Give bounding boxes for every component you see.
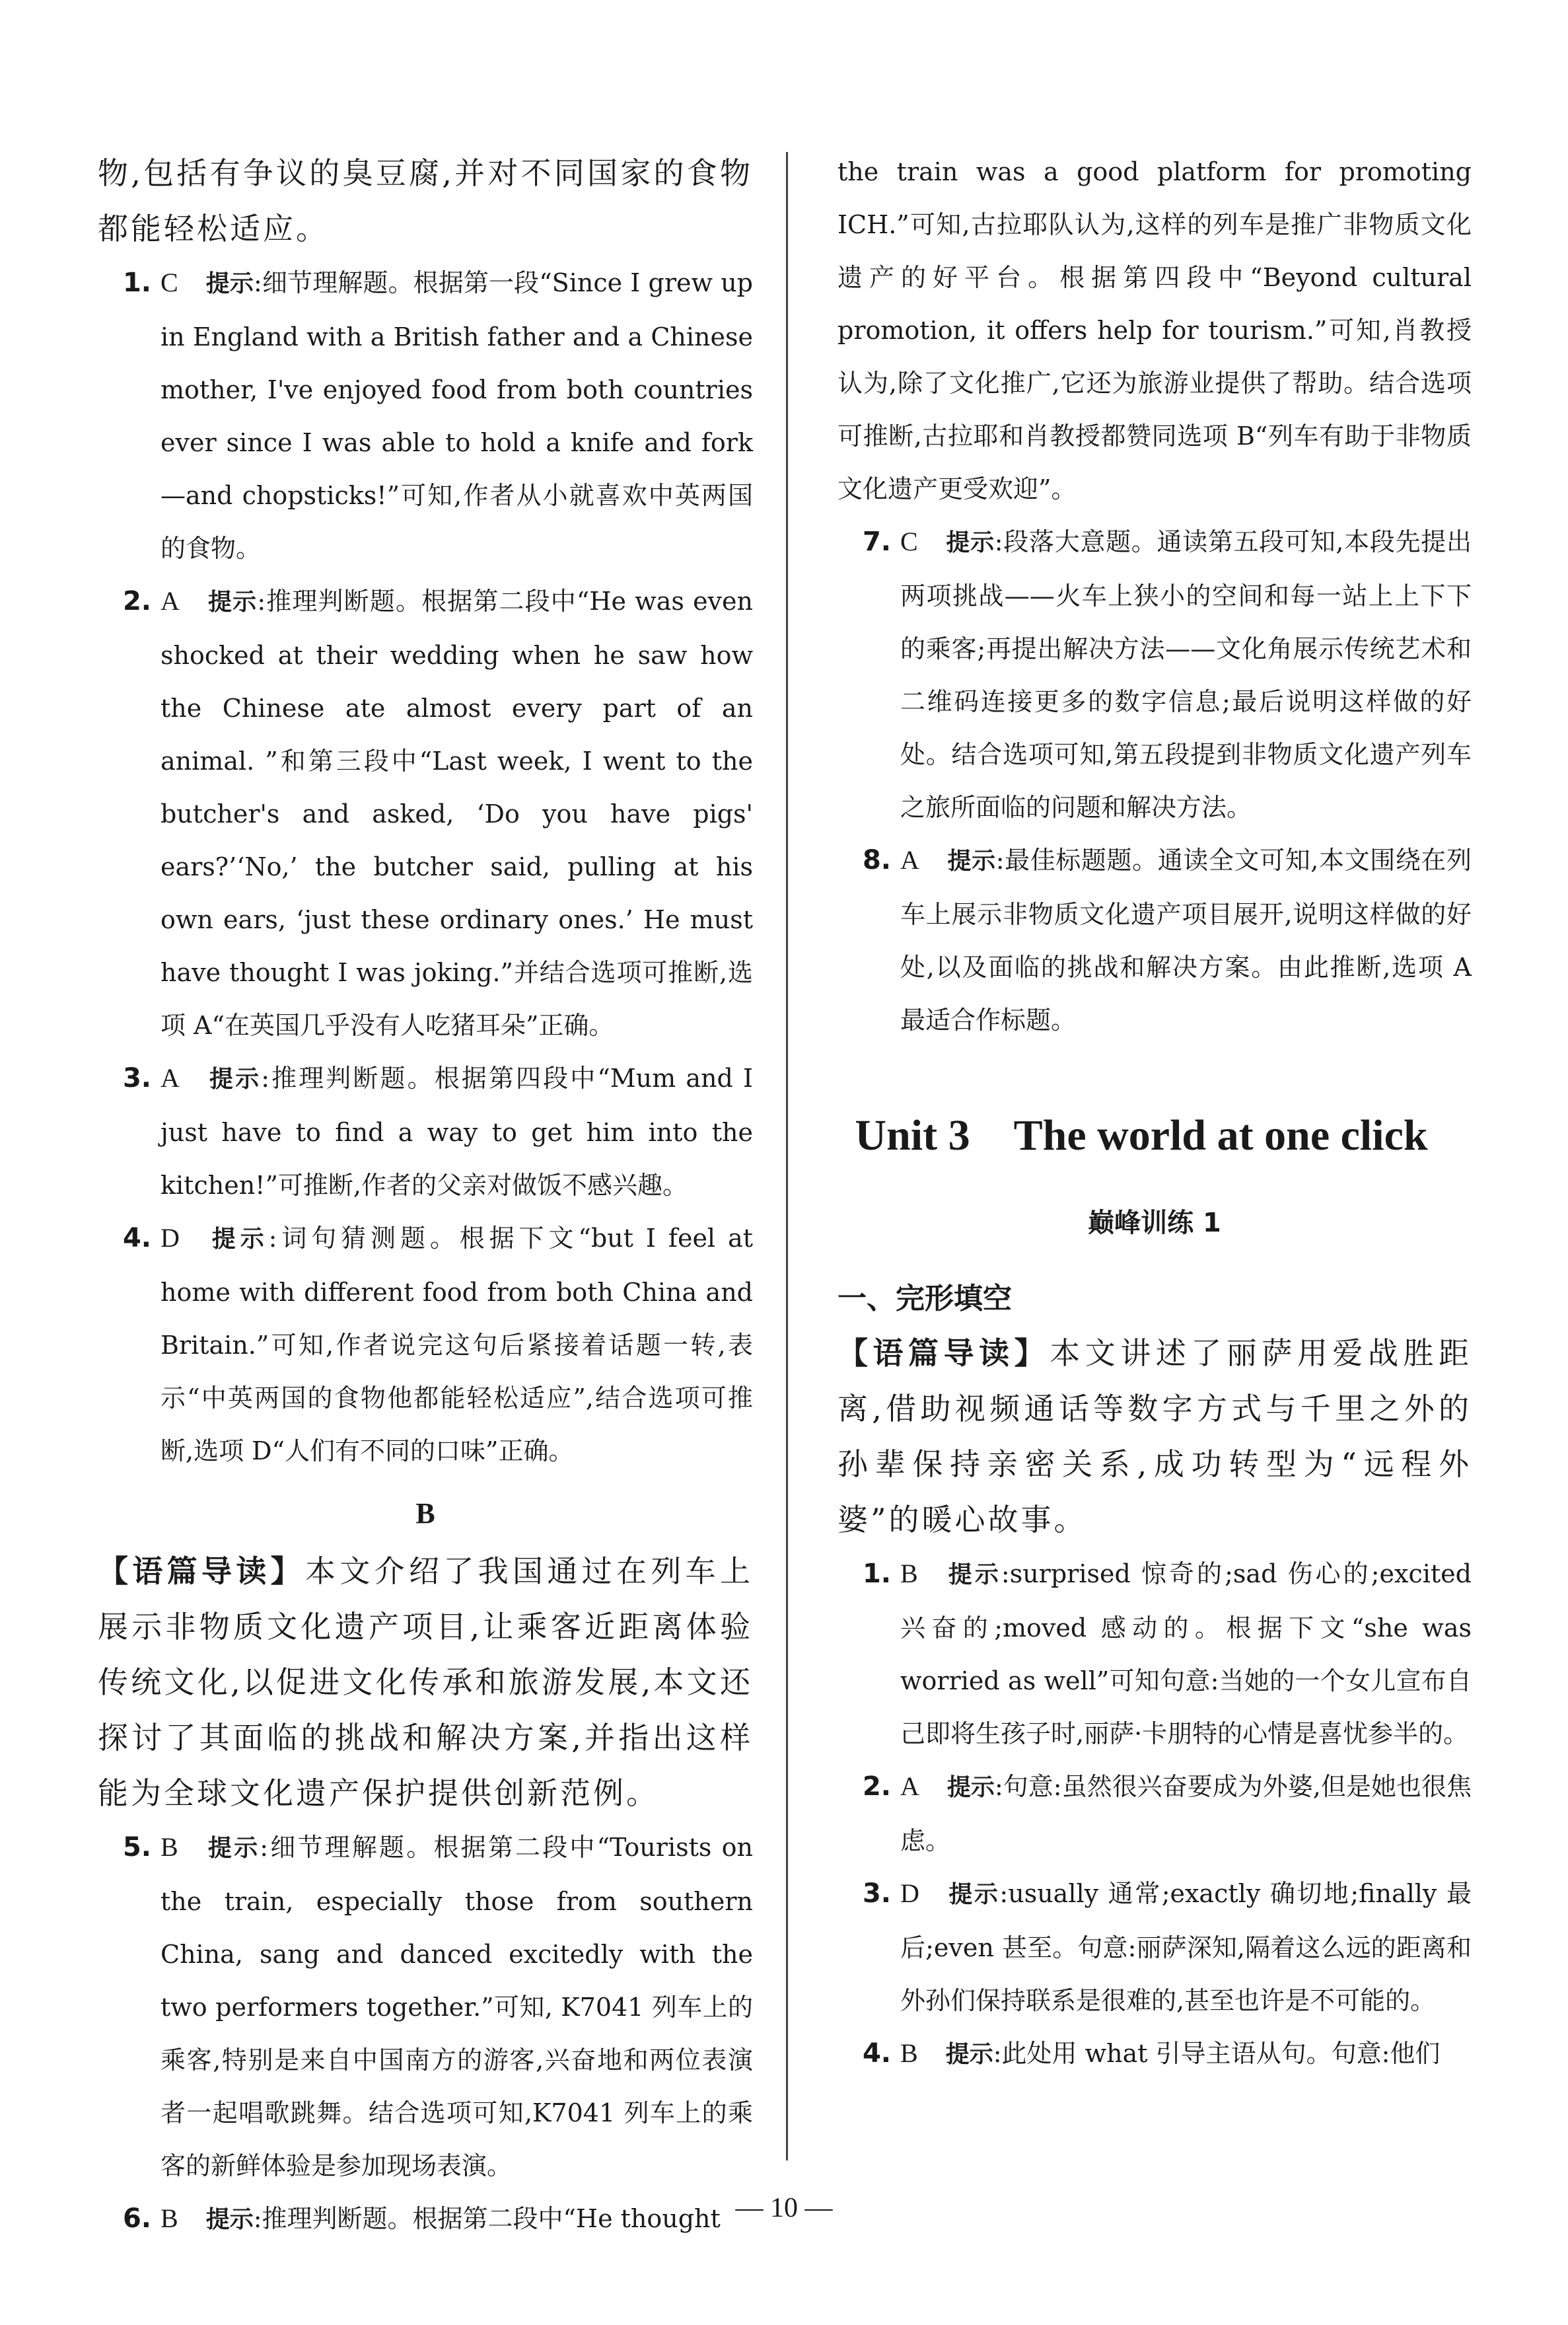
item-body <box>900 834 1472 1047</box>
answer-item-8 <box>837 834 1472 1047</box>
hint-label: 提示 <box>946 848 996 875</box>
cloze-item-2 <box>837 1760 1472 1867</box>
item-body <box>160 256 753 575</box>
answer-item-2 <box>98 575 753 1052</box>
hint-label: 提示 <box>207 589 258 616</box>
item-body <box>900 2027 1472 2081</box>
answer-item-4 <box>98 1212 753 1477</box>
item-body <box>160 1052 753 1212</box>
hint-text: :句意:虽然很兴奋要成为外婆,但是她也很焦虑。 <box>900 1772 1472 1855</box>
hint-text: :usually 通常;exactly 确切地;finally 最后;even 甚至。句意:丽萨深知,隔着这么远的距离和外孙们保持联系是很难的,甚至也许是不可能的。 <box>900 1879 1472 2015</box>
item-number: 3. <box>122 1063 151 1093</box>
item-body <box>900 1867 1472 2027</box>
left-column <box>98 145 753 2246</box>
hint-label: 提示 <box>946 1881 1000 1908</box>
answer-letter: B <box>900 2038 918 2068</box>
item-body <box>160 1212 753 1477</box>
item-number: 5. <box>122 1832 151 1863</box>
answer-letter: B <box>160 2203 178 2233</box>
training-title: 巅峰训练 1 <box>1088 1208 1221 1238</box>
hint-label: 提示 <box>207 1066 262 1093</box>
item-body <box>900 1547 1472 1760</box>
item-body <box>160 575 753 1052</box>
item-body <box>900 515 1472 834</box>
item-number: 2. <box>122 586 151 616</box>
page-number: — 10 — <box>735 2193 833 2223</box>
answer-letter: D <box>160 1223 180 1253</box>
answer-letter: A <box>160 1063 180 1093</box>
item-number: 4. <box>862 2038 891 2069</box>
answer-item-1 <box>98 256 753 575</box>
answer-item-5 <box>98 1821 753 2192</box>
hint-label: 提示 <box>945 1561 1001 1588</box>
item-number: 4. <box>122 1223 151 1253</box>
guide-tag: 【语篇导读】 <box>837 1335 1050 1371</box>
answer-letter: B <box>160 1832 178 1862</box>
hint-text: :词句猜测题。根据下文“but I feel at home with different food from both China and Britain.”可知,作者说完这句后紧接着话题一转,表示“中英两国的食物他都能轻松适应”,结合选项可推断,选项 D“人们有不同的口味”正确。 <box>160 1224 753 1465</box>
column-divider <box>786 152 788 2160</box>
cloze-item-4 <box>837 2027 1472 2081</box>
answer-letter: D <box>900 1878 919 1908</box>
item-number: 7. <box>862 527 891 557</box>
hint-text: :细节理解题。根据第二段中“Tourists on the train, especially those from southern China, sang and danced excitedly with the two performers together.”可知, K7041 列车上的乘客,特别是来自中国南方的游客,兴奋地和两位表演者一起唱歌跳舞。结合选项可知,K7041 列车上的乘客的新鲜体验是参加现场表演。 <box>160 1833 753 2180</box>
hint-text: :段落大意题。通读第五段可知,本段先提出两项挑战——火车上狭小的空间和每一站上上下下的乘客;再提出解决方法——文化角展示传统艺术和二维码连接更多的数字信息;最后说明这样做的好处。结合选项可知,第五段提到非物质文化遗产列车之旅所面临的问题和解决方法。 <box>900 527 1472 822</box>
guide-text: 本文介绍了我国通过在列车上展示非物质文化遗产项目,让乘客近距离体验传统文化,以促进文化传承和旅游发展,本文还探讨了其面临的挑战和解决方案,并指出这样能为全球文化遗产保护提供创新范例。 <box>98 1553 753 1811</box>
answer-letter: A <box>900 1771 919 1801</box>
hint-text: :推理判断题。根据第二段中“He was even shocked at their wedding when he saw how the Chinese ate almost every part of an animal. ”和第三段中“Last week, I went to the butcher's and asked, ‘Do you have pigs' ears?’‘No,’ the butcher said, pulling at his own ears, ‘just these ordinary ones.’ He must have thought I was joking.”并结合选项可推断,选项 A“在英国几乎没有人吃猪耳朵”正确。 <box>160 587 753 1040</box>
answer-letter: A <box>160 586 180 616</box>
hint-text: :此处用 what 引导主语从句。句意:他们 <box>993 2039 1441 2068</box>
hint-label: 提示 <box>946 1774 995 1801</box>
hint-label: 提示 <box>205 1835 260 1862</box>
item-number: 3. <box>862 1878 891 1909</box>
hint-label: 提示 <box>945 2041 993 2068</box>
item-number: 8. <box>862 845 891 875</box>
cloze-item-3 <box>837 1867 1472 2027</box>
intro-paragraph: 物,包括有争议的臭豆腐,并对不同国家的食物都能轻松适应。 <box>98 155 753 246</box>
hint-label: 提示 <box>205 270 254 297</box>
answer-item-7 <box>837 515 1472 834</box>
right-column <box>837 145 1472 2081</box>
item-number: 2. <box>862 1771 891 1802</box>
answer-letter: C <box>900 527 918 556</box>
item-number: 6. <box>122 2203 151 2234</box>
hint-text: :surprised 惊奇的;sad 伤心的;excited 兴奋的;moved 感动的。根据下文“she was worried as well”可知句意:当她的一个女儿宣布自己即将生孩子时,丽萨·卡朋特的心情是喜忧参半的。 <box>900 1559 1472 1748</box>
hint-text: :推理判断题。根据第四段中“Mum and I just have to find a way to get him into the kitchen!”可推断,作者的父亲对做饭不感兴趣。 <box>160 1064 753 1200</box>
hint-label: 提示 <box>945 529 995 556</box>
item-number: 1. <box>122 268 151 298</box>
item-body <box>160 1821 753 2192</box>
hint-text: :细节理解题。根据第一段“Since I grew up in England with a British father and a Chinese mother, I've enjoyed food from both countries ever since I was able to hold a knife and fork—and chopsticks!”可知,作者从小就喜欢中英两国的食物。 <box>160 268 753 563</box>
hint-label: 提示 <box>207 1226 269 1253</box>
continuation-paragraph: the train was a good platform for promoting ICH.”可知,古拉耶队认为,这样的列车是推广非物质文化遗产的好平台。根据第四段中“Beyond cultural promotion, it offers help for tourism.”可知,肖教授认为,除了文化推广,它还为旅游业提供了帮助。结合选项可推断,古拉耶和肖教授都赞同选项 B“列车有助于非物质文化遗产更受欢迎”。 <box>837 157 1472 503</box>
unit-title: Unit 3 The world at one click <box>855 1111 1428 1160</box>
guide-tag: 【语篇导读】 <box>98 1553 305 1589</box>
answer-letter: C <box>160 268 178 297</box>
hint-text: :最佳标题题。通读全文可知,本文围绕在列车上展示非物质文化遗产项目展开,说明这样做的好处,以及面临的挑战和解决方案。由此推断,选项 A 最适合作标题。 <box>900 846 1472 1035</box>
answer-letter: B <box>900 1559 918 1588</box>
section-b-heading: B <box>415 1497 435 1530</box>
item-body <box>900 1760 1472 1867</box>
passage-guide <box>98 1543 753 1821</box>
answer-item-3 <box>98 1052 753 1212</box>
passage-guide-2 <box>837 1325 1472 1547</box>
cloze-item-1 <box>837 1547 1472 1760</box>
hint-text: :推理判断题。根据第二段中“He thought <box>253 2204 721 2233</box>
guide-text: 本文讲述了丽萨用爱战胜距离,借助视频通话等数字方式与千里之外的孙辈保持亲密关系,成功转型为“远程外婆”的暖心故事。 <box>837 1335 1472 1537</box>
answer-letter: A <box>900 845 919 875</box>
item-number: 1. <box>862 1559 891 1589</box>
hint-label: 提示 <box>205 2206 254 2233</box>
section-title: 一、完形填空 <box>837 1282 1012 1315</box>
